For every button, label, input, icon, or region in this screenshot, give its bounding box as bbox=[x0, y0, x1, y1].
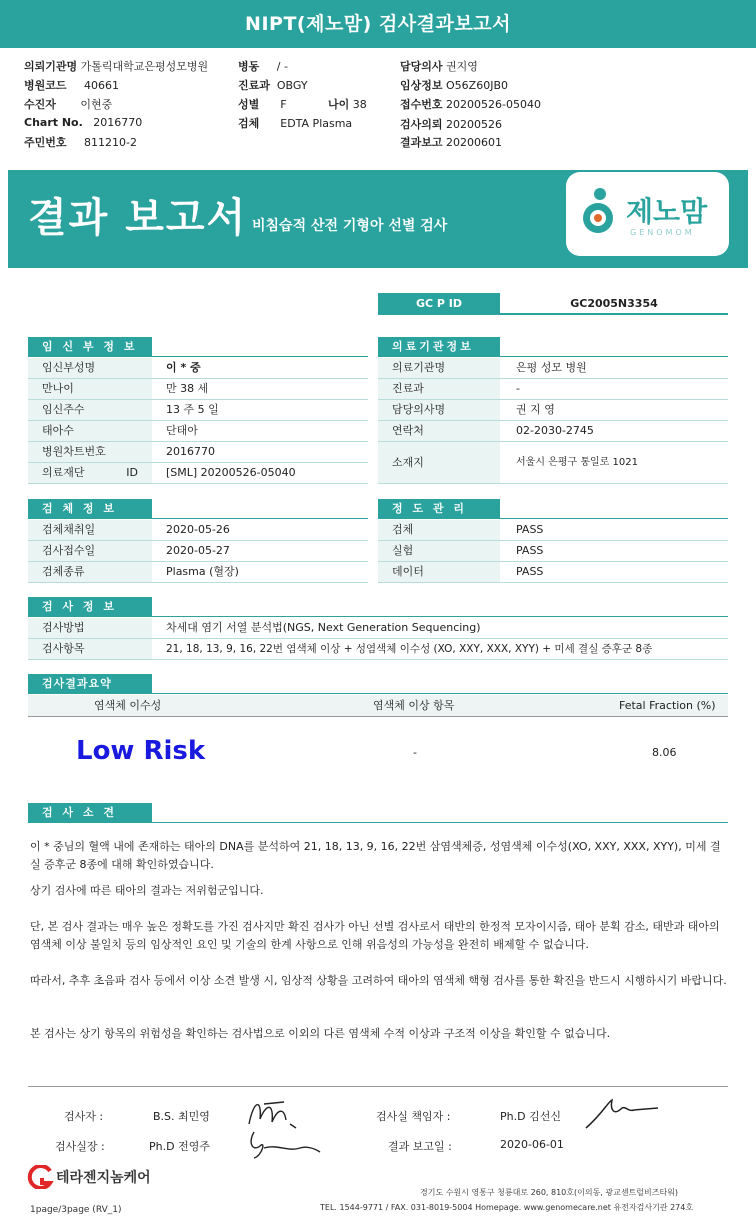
table-row: 임신주수 13 주 5 일 bbox=[28, 400, 368, 421]
header-dept: 진료과 OBGY bbox=[238, 79, 308, 92]
table-row: 소재지 서울시 은평구 통일로 1021 bbox=[378, 442, 728, 484]
findings-paragraph-1: 이 * 중님의 혈액 내에 존재하는 태아의 DNA를 분석하여 21, 18, 13, 9, 16, 22번 삼염색체증, 성염색체 이수성(XO, XXY, XXX, XYY), 미세 결실 증후군 8종에 대해 확인하였습니다. bbox=[30, 840, 721, 871]
header-doctor: 담당의사 권지영 bbox=[400, 60, 478, 73]
header-sex: 성별 F bbox=[238, 98, 287, 111]
summary-col-aneuploidy: 염색체 이수성 bbox=[94, 699, 162, 712]
table-row: 병원차트번호 2016770 bbox=[28, 442, 368, 463]
pregnant-info-header: 임 신 부 정 보 bbox=[28, 337, 152, 357]
table-row: 검사항목 21, 18, 13, 9, 16, 22번 염색체 이상 + 성염색체 이수성 (XO, XXY, XXX, XYY) + 미세 결실 증후군 8종 bbox=[28, 639, 728, 660]
table-row: 검사접수일 2020-05-27 bbox=[28, 541, 368, 562]
summary-line bbox=[28, 693, 728, 694]
report-title: NIPT(제노맘) 검사결과보고서 bbox=[0, 0, 756, 48]
company-address: 경기도 수원시 영통구 청룡대로 260, 810호(이의동, 광교센트럴비즈타워) bbox=[420, 1188, 679, 1197]
table-row: 진료과 - bbox=[378, 379, 728, 400]
risk-result: Low Risk bbox=[76, 736, 206, 766]
table-row: 검사방법 차세대 염기 서열 분석법(NGS, Next Generation Sequencing) bbox=[28, 618, 728, 639]
test-info-line bbox=[28, 616, 728, 617]
director-name: Ph.D 전영주 bbox=[149, 1140, 210, 1153]
director-signature-icon bbox=[244, 1126, 324, 1162]
gcpid-value: GC2005N3354 bbox=[500, 293, 728, 315]
qc-header: 정 도 관 리 bbox=[378, 499, 500, 519]
findings-paragraph-5: 본 검사는 상기 항목의 위험성을 확인하는 검사법으로 이외의 다른 염색체 수적 이상과 구조적 이상을 확인할 수 없습니다. bbox=[30, 1027, 611, 1040]
summary-col-abnormal: 염색체 이상 항목 bbox=[373, 699, 455, 712]
test-info-header: 검 사 정 보 bbox=[28, 597, 152, 617]
report-date: 2020-06-01 bbox=[500, 1138, 564, 1151]
header-clinical: 임상정보 O56Z60JB0 bbox=[400, 79, 508, 92]
header-receipt: 접수번호 20200526-05040 bbox=[400, 98, 541, 111]
report-date-label: 결과 보고일 : bbox=[388, 1140, 452, 1153]
findings-paragraph-3: 단, 본 검사 결과는 매우 높은 정확도를 가진 검사지만 확진 검사가 아닌 선별 검사로서 태반의 한정적 모자이시즘, 태아 분획 감소, 태반과 태아의 염색체 이상 불일치 등의 임상적인 요인 및 기술의 한계 사항으로 인해 위음성의 가능성을 완전히 배제할 수 없습니다. bbox=[30, 920, 720, 951]
tester-name: B.S. 최민영 bbox=[153, 1110, 210, 1123]
table-row: 데이터 PASS bbox=[378, 562, 728, 583]
gcpid-label: GC P ID bbox=[378, 293, 500, 315]
table-row: 임신부성명 이 * 중 bbox=[28, 358, 368, 379]
banner-subtitle: 비침습적 산전 기형아 선별 검사 bbox=[252, 218, 448, 234]
specimen-info-table bbox=[28, 520, 368, 583]
qc-table bbox=[378, 520, 728, 583]
table-row: 실험 PASS bbox=[378, 541, 728, 562]
genomom-logo-icon bbox=[578, 186, 622, 236]
table-row: 의료재단 ID [SML] 20200526-05040 bbox=[28, 463, 368, 484]
director-label: 검사실장 : bbox=[55, 1140, 105, 1153]
header-chart: Chart No. 2016770 bbox=[24, 116, 143, 129]
table-row: 의료기관명 은평 성모 병원 bbox=[378, 358, 728, 379]
company-contact: TEL. 1544-9771 / FAX. 031-8019-5004 Homepage. www.genomecare.net 유전자검사기관 274호 bbox=[320, 1203, 694, 1212]
specimen-info-line bbox=[28, 518, 368, 519]
header-rrn: 주민번호 811210-2 bbox=[24, 136, 137, 149]
company-logo-icon bbox=[24, 1165, 54, 1189]
findings-header: 검 사 소 견 bbox=[28, 803, 152, 823]
header-institution: 의뢰기관명 가톨릭대학교은평성모병원 bbox=[24, 60, 209, 73]
medical-info-line bbox=[378, 356, 728, 357]
table-row: 만나이 만 38 세 bbox=[28, 379, 368, 400]
header-report: 결과보고 20200601 bbox=[400, 136, 503, 149]
page-number: 1page/3page (RV_1) bbox=[30, 1205, 122, 1215]
tester-label: 검사자 : bbox=[64, 1110, 104, 1123]
chief-signature-icon bbox=[582, 1094, 662, 1134]
table-row: 검체종류 Plasma (혈장) bbox=[28, 562, 368, 583]
banner-title: 결과 보고서 bbox=[28, 195, 248, 241]
header-request: 검사의뢰 20200526 bbox=[400, 118, 503, 131]
header-age: 나이 38 bbox=[328, 98, 367, 111]
qc-line bbox=[378, 518, 728, 519]
findings-line bbox=[28, 822, 728, 823]
summary-header: 검사결과요약 bbox=[28, 674, 152, 694]
findings-paragraph-2: 상기 검사에 따른 태아의 결과는 저위험군입니다. bbox=[30, 884, 264, 897]
pregnant-info-table bbox=[28, 358, 368, 484]
table-row: 연락처 02-2030-2745 bbox=[378, 421, 728, 442]
pregnant-info-line bbox=[28, 356, 368, 357]
abnormal-result: - bbox=[413, 746, 417, 759]
table-row: 담당의사명 권 지 영 bbox=[378, 400, 728, 421]
medical-info-table bbox=[378, 358, 728, 484]
divider bbox=[28, 1086, 728, 1087]
header-examinee: 수진자 이현중 bbox=[24, 98, 113, 111]
test-info-table bbox=[28, 618, 728, 660]
header-specimen: 검체 EDTA Plasma bbox=[238, 117, 353, 130]
specimen-info-header: 검 체 정 보 bbox=[28, 499, 152, 519]
table-row: 태아수 단태아 bbox=[28, 421, 368, 442]
summary-col-ff: Fetal Fraction (%) bbox=[619, 699, 716, 712]
company-name: 테라젠지놈케어 bbox=[56, 1170, 151, 1186]
chief-name: Ph.D 김선신 bbox=[500, 1110, 561, 1123]
table-row: 검체 PASS bbox=[378, 520, 728, 541]
logo-text-en: GENOMOM bbox=[630, 228, 695, 237]
table-row: 검체채취일 2020-05-26 bbox=[28, 520, 368, 541]
ff-result: 8.06 bbox=[652, 746, 677, 759]
header-ward: 병동 / - bbox=[238, 60, 288, 73]
header-hospital-code: 병원코드 40661 bbox=[24, 79, 119, 92]
chief-label: 검사실 책임자 : bbox=[376, 1110, 451, 1123]
medical-info-header: 의료기관정보 bbox=[378, 337, 500, 357]
findings-paragraph-4: 따라서, 추후 초음파 검사 등에서 이상 소견 발생 시, 임상적 상황을 고려하여 태아의 염색체 핵형 검사를 통한 확진을 반드시 시행하시기 바랍니다. bbox=[30, 974, 727, 987]
logo-text: 제노맘 bbox=[626, 195, 708, 228]
